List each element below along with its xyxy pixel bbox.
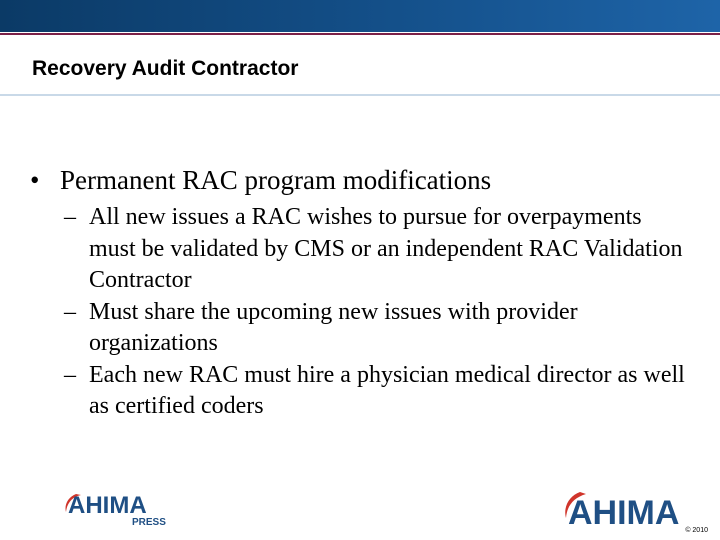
ahima-press-logo [62,488,182,532]
ahima-logo [562,488,707,532]
slide-title: Recovery Audit Contractor [32,57,299,80]
sub-bullet-text: Must share the upcoming new issues with provider organizations [89,298,578,356]
sub-bullet-list [64,202,690,423]
sub-bullet-text: Each new RAC must hire a physician medical director as well as certified coders [89,361,685,419]
sub-bullet-item [64,297,690,360]
bullet-text: Permanent RAC program modifications [60,165,492,195]
ahima-logo-text: AHIMA [568,494,680,532]
ahima-press-logo-text: AHIMA [68,492,147,519]
bullet-item [30,162,690,198]
copyright-notice: © 2010 [685,527,708,534]
sub-bullet-text: All new issues a RAC wishes to pursue for overpayments must be validated by CMS or an independent RAC Validation Contractor [89,204,683,293]
bullet-mark: • [30,165,40,195]
sub-bullet-mark: – [64,361,76,388]
header-accent-rule [0,33,720,35]
title-divider [0,94,720,96]
header-band [0,0,720,32]
sub-bullet-item [64,360,690,423]
sub-bullet-mark: – [64,204,76,230]
sub-bullet-item [64,202,690,297]
ahima-press-logo-sub: PRESS [132,517,166,528]
slide-content [30,162,690,423]
sub-bullet-mark: – [64,298,76,325]
